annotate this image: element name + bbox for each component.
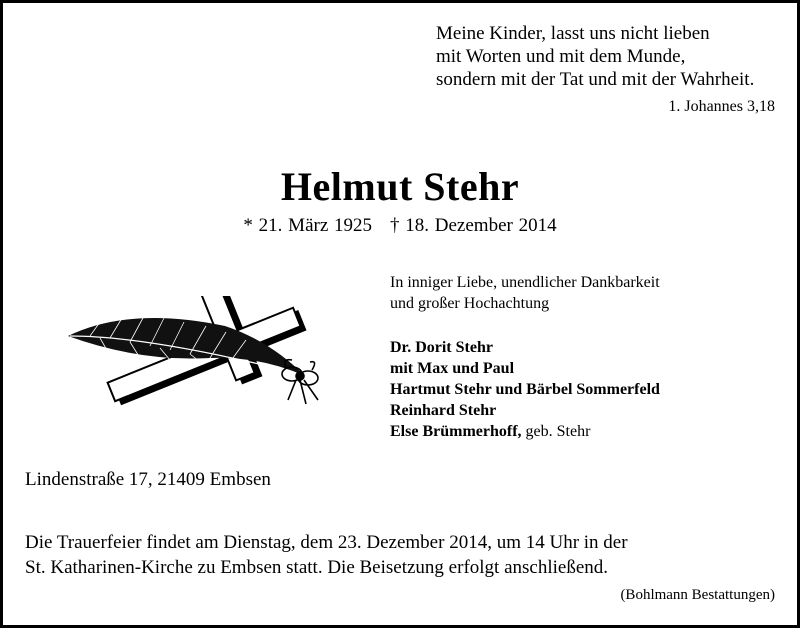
mourner-line <box>390 379 660 400</box>
dedication-line: und großer Hochachtung <box>390 295 550 312</box>
mourner-name: Reinhard Stehr <box>390 402 497 419</box>
mourner-address: Lindenstraße 17, 21409 Embsen <box>25 469 271 490</box>
service-line: St. Katharinen-Kirche zu Embsen statt. Die Beisetzung erfolgt anschließend. <box>25 557 609 578</box>
mourner-name: Dr. Dorit Stehr <box>390 339 493 356</box>
birth-date: * 21. März 1925 <box>243 215 373 236</box>
deceased-name: Helmut Stehr <box>280 164 520 209</box>
funeral-service-info <box>25 530 628 580</box>
dedication <box>390 272 660 314</box>
life-dates <box>0 215 800 237</box>
mourner-line <box>390 337 660 358</box>
bible-verse <box>436 22 754 91</box>
mourner-name: Hartmut Stehr und Bärbel Sommerfeld <box>390 381 660 398</box>
mourner-name: Else Brümmerhoff, <box>390 423 522 440</box>
mourner-line <box>390 400 660 421</box>
mourner-line <box>390 421 660 442</box>
mourners-list <box>390 337 660 442</box>
death-date: † 18. Dezember 2014 <box>390 215 557 236</box>
funeral-home: (Bohlmann Bestattungen) <box>620 587 775 603</box>
cross-with-palm-frond-icon <box>60 296 330 421</box>
service-line: Die Trauerfeier findet am Dienstag, dem 23. Dezember 2014, um 14 Uhr in der <box>25 532 628 553</box>
verse-reference: 1. Johannes 3,18 <box>668 98 775 115</box>
mourner-suffix: geb. Stehr <box>521 423 591 440</box>
mourner-line <box>390 358 660 379</box>
verse-line: mit Worten und mit dem Munde, <box>436 46 686 67</box>
verse-line: Meine Kinder, lasst uns nicht lieben <box>436 23 710 44</box>
verse-line: sondern mit der Tat und mit der Wahrheit. <box>436 69 755 90</box>
dedication-line: In inniger Liebe, unendlicher Dankbarkeit <box>390 274 660 291</box>
mourner-name: mit Max und Paul <box>390 360 515 377</box>
